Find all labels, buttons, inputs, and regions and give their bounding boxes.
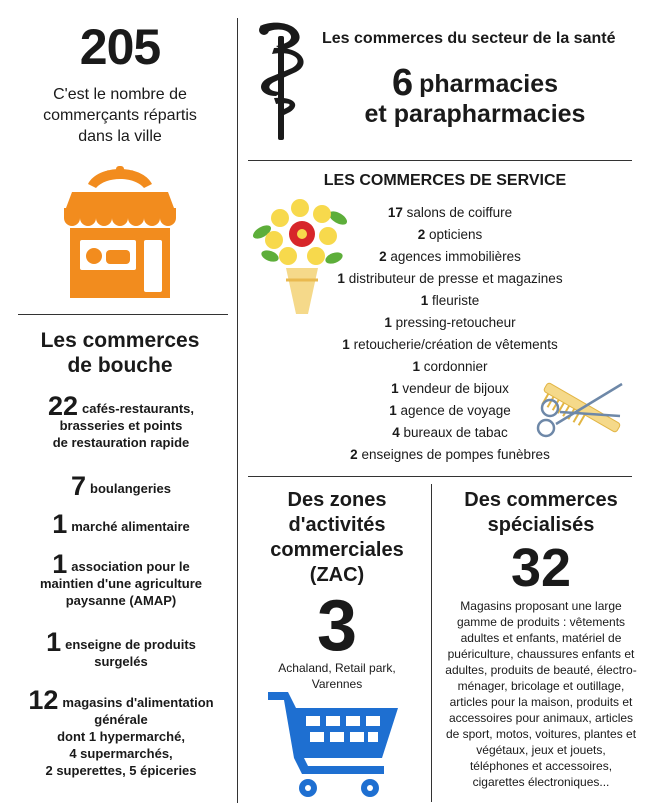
desc-line: Magasins proposant une large <box>460 599 622 613</box>
divider-right-middle <box>248 476 632 477</box>
service-count: 1 <box>420 293 429 308</box>
sante-label: pharmacies <box>419 70 559 98</box>
bouche-label: cafés-restaurants, <box>82 401 195 416</box>
sante-section-title: Les commerces du secteur de la santé <box>322 30 616 47</box>
bouche-label: de restauration rapide <box>52 435 190 450</box>
desc-line: végétaux, jeux et jouets, <box>476 743 606 757</box>
desc-line: ménager, bricolage et outillage, <box>457 679 625 693</box>
desc-line: cigarettes électroniques... <box>472 775 610 789</box>
bouche-item-boulangeries <box>16 471 226 501</box>
specialises-description <box>434 598 648 790</box>
specialises-title-line: spécialisés <box>487 514 595 536</box>
bouche-item-amap <box>16 549 226 609</box>
service-count: 1 <box>412 359 420 374</box>
service-item <box>300 356 600 378</box>
service-item <box>300 224 600 246</box>
zac-title-line: (ZAC) <box>309 564 365 586</box>
divider-vertical-main <box>237 18 238 803</box>
bouche-label: 2 superettes, 5 épiceries <box>45 763 197 778</box>
bouche-title-line: Les commerces <box>40 329 200 352</box>
desc-line: de sport, motos, voitures, plantes et <box>445 727 637 741</box>
service-count: 2 <box>350 447 358 462</box>
service-count: 2 <box>379 249 387 264</box>
zac-count: 3 <box>316 586 358 666</box>
service-label: salons de coiffure <box>406 205 513 220</box>
bouche-label: surgelés <box>94 654 148 669</box>
service-label: retoucherie/création de vêtements <box>353 337 558 352</box>
zac-title-line: commerciales <box>270 539 404 561</box>
service-count: 1 <box>384 315 392 330</box>
desc-line: gamme de produits : vêtements <box>456 615 626 629</box>
sante-count: 6 <box>391 62 414 104</box>
desc-line: accessoires pour animaux, articles <box>448 711 634 725</box>
service-label: vendeur de bijoux <box>402 381 509 396</box>
zac-title-line: d'activités <box>288 514 386 536</box>
bouche-item-restaurants <box>16 391 226 451</box>
desc-line: adultes, produits de beauté, électro- <box>445 663 637 677</box>
shopping-cart-icon <box>264 688 404 800</box>
service-label: cordonnier <box>423 359 488 374</box>
service-count: 4 <box>392 425 400 440</box>
service-label: agence de voyage <box>400 403 511 418</box>
service-count: 1 <box>337 271 345 286</box>
service-count: 17 <box>387 205 403 220</box>
specialises-title-line: Des commerces <box>464 489 618 511</box>
sante-main-stat <box>330 62 620 129</box>
comb-scissors-icon <box>530 376 630 446</box>
zac-title-line: Des zones <box>287 489 387 511</box>
service-label: opticiens <box>428 227 483 242</box>
desc-line: adultes et enfants, matériel de <box>460 631 622 645</box>
service-item <box>300 444 600 466</box>
bouche-item-surgeles <box>16 627 226 670</box>
zac-places-line: Achaland, Retail park, <box>278 661 396 675</box>
service-item <box>300 202 600 224</box>
service-count: 1 <box>342 337 350 352</box>
bouche-label: boulangeries <box>90 481 171 496</box>
total-merchants-number: 205 <box>79 19 161 75</box>
bouche-label: magasins d'alimentation <box>62 695 214 710</box>
divider-vertical-bottom <box>431 484 432 802</box>
bakery-shop-icon <box>58 158 182 298</box>
bouche-item-alimentation <box>16 685 226 779</box>
service-count: 1 <box>391 381 399 396</box>
service-item <box>300 334 600 356</box>
service-section-title: LES COMMERCES DE SERVICE <box>323 172 567 189</box>
bouche-count: 1 <box>52 549 68 579</box>
service-label: pressing-retoucheur <box>395 315 516 330</box>
bouche-label: association pour le <box>71 559 190 574</box>
bouche-count: 7 <box>71 471 87 501</box>
bouche-label: générale <box>94 712 148 727</box>
service-item <box>300 290 600 312</box>
service-label: distributeur de presse et magazines <box>348 271 563 286</box>
desc-line: articles pour la maison, produits et <box>449 695 633 709</box>
bouche-label: enseigne de produits <box>65 637 196 652</box>
caduceus-icon <box>252 20 312 142</box>
desc-line: puériculture, chaussures enfants et <box>447 647 635 661</box>
service-label: enseignes de pompes funèbres <box>361 447 550 462</box>
bouche-label: marché alimentaire <box>71 519 190 534</box>
bouche-item-marche <box>16 509 226 539</box>
specialises-count: 32 <box>510 538 572 598</box>
intro-line: C'est le nombre de <box>53 86 187 103</box>
bouche-label: brasseries et points <box>59 418 183 433</box>
service-label: fleuriste <box>432 293 480 308</box>
bouche-count: 1 <box>52 509 68 539</box>
bouche-label: 4 supermarchés, <box>69 746 173 761</box>
service-item <box>300 268 600 290</box>
desc-line: téléphones et accessoires, <box>469 759 613 773</box>
zac-places-line: Varennes <box>311 677 363 691</box>
service-count: 1 <box>389 403 397 418</box>
service-label: agences immobilières <box>390 249 521 264</box>
bouche-section-title <box>20 328 220 378</box>
total-merchants-caption <box>20 84 220 147</box>
intro-line: commerçants répartis <box>43 107 197 124</box>
divider-right-top <box>248 160 632 161</box>
service-item <box>300 246 600 268</box>
specialises-section-title <box>434 488 648 538</box>
bouche-label: maintien d'une agriculture <box>39 576 202 591</box>
sante-label: et parapharmacies <box>364 100 586 128</box>
bouche-count: 1 <box>46 627 62 657</box>
intro-line: dans la ville <box>78 128 162 145</box>
bouche-count: 22 <box>47 391 79 421</box>
bouche-label: dont 1 hypermarché, <box>57 729 185 744</box>
divider-left <box>18 314 228 315</box>
bouche-title-line: de bouche <box>67 354 173 377</box>
zac-section-title <box>248 488 426 588</box>
service-label: bureaux de tabac <box>403 425 508 440</box>
service-item <box>300 312 600 334</box>
bouche-label: paysanne (AMAP) <box>65 593 177 608</box>
service-count: 2 <box>417 227 426 242</box>
bouche-count: 12 <box>28 685 59 715</box>
